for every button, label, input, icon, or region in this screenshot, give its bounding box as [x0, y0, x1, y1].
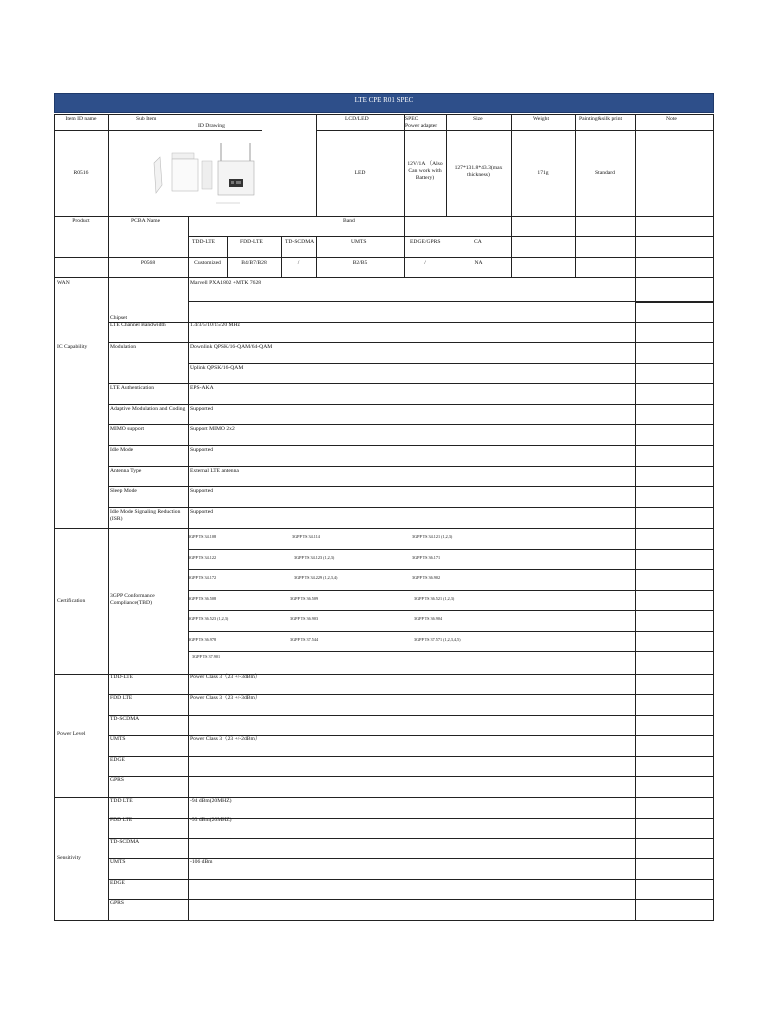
divider [108, 756, 714, 757]
divider [108, 486, 714, 487]
divider [54, 920, 714, 921]
band-umts-value: B2/B5 [352, 260, 368, 266]
power-row-name: TDD-LTE [110, 674, 134, 680]
divider [54, 114, 714, 115]
header-painting: Painting&silk print [579, 116, 623, 122]
divider [54, 277, 714, 278]
band-tdscdma-value: / [297, 260, 300, 266]
divider [635, 301, 714, 303]
sens-row-name: UMTS [110, 859, 126, 865]
divider [713, 114, 714, 921]
power-row-name: TD-SCDMA [110, 716, 140, 722]
power-row-value: Power Class 3（23 +/-3dBm） [190, 674, 261, 680]
band-fdd-value: B4/B7/B28 [241, 260, 267, 266]
divider [188, 549, 714, 550]
divider [108, 507, 714, 508]
header-sub-item: Sub Item [136, 116, 157, 122]
divider [108, 404, 714, 405]
wan-row-name: MIMO support [110, 426, 145, 432]
divider [54, 130, 262, 131]
wan-row-value: 1.4/3/5/10/15/20 MHz [190, 322, 241, 328]
divider [188, 590, 714, 591]
cert-standard: 3GPP TS 36.523 (1,2,3) [188, 616, 229, 621]
sens-row-value: -106 dBm [190, 859, 213, 865]
wan-row-value: Supported [190, 509, 213, 515]
header-spec: SPEC [405, 116, 419, 122]
router-drawing-icon [150, 135, 262, 213]
divider [54, 114, 55, 921]
cert-standard: 3GPP TS 34.229 (1,2,3,4) [294, 575, 338, 580]
band-ca: CA [474, 239, 482, 245]
sens-row-value: -94 dBm(20MHZ) [190, 798, 232, 804]
divider [108, 114, 109, 921]
divider [188, 631, 714, 632]
band-label: Band [343, 218, 355, 224]
divider [108, 715, 714, 716]
band-tdd-lte: TDD-LTE [192, 239, 216, 245]
cert-standard: 3GPP TS 37.544 [290, 637, 319, 642]
header-size: Size [473, 116, 483, 122]
divider [54, 257, 714, 258]
cert-standard: 3GPP TS 36.171 [412, 555, 441, 560]
sens-row-name: FDD LTE [110, 817, 133, 823]
spec-title: LTE CPE R01 SPEC [54, 93, 714, 113]
product-size: 127*131.8*43.3(max thickness) [454, 165, 503, 178]
cert-standard: 3GPP TS 34.108 [188, 534, 217, 539]
cert-standard: 3GPP TS 34.172 [188, 575, 217, 580]
divider [227, 236, 228, 277]
product-painting: Standard [595, 170, 615, 176]
divider [108, 342, 714, 343]
divider [54, 674, 714, 675]
band-ca-value: NA [474, 260, 483, 266]
divider [108, 424, 714, 425]
divider [188, 610, 714, 611]
spec-sheet [54, 93, 714, 921]
cert-standard: 3GPP TS 34.123 (1,2,3) [294, 555, 335, 560]
wan-row-name: Chipset [110, 315, 128, 321]
sens-row-name: EDGE [110, 880, 125, 886]
divider [54, 528, 714, 529]
header-id-drawing: ID Drawing [198, 123, 225, 129]
band-product-label: Product [72, 218, 90, 224]
product-lcd-led: LED [354, 170, 366, 176]
divider [188, 569, 714, 570]
cert-standard: 3GPP TS 36.521 (1,2,3) [414, 596, 455, 601]
wan-row-value: Supported [190, 447, 213, 453]
power-row-name: FDD LTE [110, 695, 133, 701]
cert-standard: 3GPP TS 34.114 [292, 534, 320, 539]
band-umts: UMTS [351, 239, 367, 245]
cert-standard: 3GPP TS 36.903 [290, 616, 319, 621]
header-power-adapter: Power adapter [405, 123, 438, 129]
cert-standard: 3GPP TS 36.978 [188, 637, 217, 642]
power-row-name: UMTS [110, 736, 126, 742]
wan-row-value: Supported [190, 406, 213, 412]
band-edge-value: / [424, 260, 426, 266]
header-lcd-led: LCD/LED [345, 116, 369, 122]
divider [316, 130, 714, 131]
product-power-adapter: 12V/1A （Also Can work with Battery) [407, 161, 443, 181]
divider [108, 879, 714, 880]
wan-row-name: Antenna Type [110, 468, 142, 474]
wan-label: WAN [57, 280, 70, 286]
divider [575, 114, 576, 277]
header-note: Note [666, 116, 677, 122]
divider [635, 114, 636, 921]
wan-row-value: Support MIMO 2x2 [190, 426, 235, 432]
divider [108, 383, 714, 384]
wan-row-value: Downlink QPSK/16-QAM/64-QAM [190, 344, 273, 350]
band-pcba-label: PCBA Name [131, 218, 161, 224]
wan-row-name: Modulation [110, 344, 137, 350]
power-row-value: Power Class 3（23 +/-3dBm） [190, 695, 261, 701]
divider [108, 899, 714, 900]
certification-label: Certification [57, 598, 86, 604]
wan-row-value: External LTE antenna [190, 468, 239, 474]
band-edge-gprs: EDGE/GPRS [410, 239, 441, 245]
cert-standard: 3GPP TS 36.904 [414, 616, 443, 621]
wan-row-value: Uplink QPSK/16-QAM [190, 365, 244, 371]
wan-row-name: Idle Mode [110, 447, 134, 453]
wan-row-value: Supported [190, 488, 213, 494]
sens-row-name: TD-SCDMA [110, 839, 140, 845]
power-row-value: Power Class 3（23 +/-2dBm） [190, 736, 261, 742]
divider [511, 114, 512, 277]
divider [316, 236, 317, 277]
cert-standard: 3GPP TS 36.508 [188, 596, 217, 601]
product-item-id: R0516 [73, 170, 89, 176]
header-weight: Weight [533, 116, 550, 122]
divider [108, 466, 714, 467]
divider [108, 838, 714, 839]
wan-row-name: LTE Authentication [110, 385, 155, 391]
divider [108, 776, 714, 777]
wan-row-name: Adaptive Modulation and Coding [110, 406, 186, 412]
wan-row-name: Sleep Mode [110, 488, 137, 494]
sens-row-value: -93 dBm(20MHZ) [190, 817, 232, 823]
certification-sub: 3GPP Conformance Compliance(TBD) [110, 593, 155, 606]
divider [281, 236, 282, 277]
header-item-id: Item ID name [65, 116, 97, 122]
cert-standard: 3GPP TS 36.509 [290, 596, 319, 601]
power-row-name: GPRS [110, 777, 124, 783]
divider [188, 363, 714, 364]
chipset-value: Marvell PXA1802 +MTK 7628 [190, 280, 262, 286]
band-tdd-value: Customized [194, 260, 221, 266]
cert-standard: 3GPP TS 34.122 [188, 555, 217, 560]
sensitivity-label: Sensitivity [57, 855, 81, 861]
cert-standard: 3GPP TS 34.121 (1,2,3) [412, 534, 453, 539]
cert-standard: 3GPP TS 37.901 [192, 654, 221, 659]
wan-row-name: LTE Channel Bandwidth [110, 322, 166, 328]
band-pcba-value: P0568 [140, 260, 156, 266]
band-td-scdma: TD-SCDMA [285, 239, 315, 245]
power-row-name: EDGE [110, 757, 125, 763]
product-weight: 171g [537, 170, 549, 176]
band-fdd-lte: FDD-LTE [240, 239, 263, 245]
divider [54, 216, 714, 217]
cert-standard: 3GPP TS 37.571 (1,2,3,4,5) [414, 637, 461, 642]
cert-standard: 3GPP TS 36.902 [412, 575, 441, 580]
power-level-label: Power Level [57, 731, 86, 737]
wan-row-value: EPS-AKA [190, 385, 214, 391]
sens-row-name: TDD LTE [110, 798, 133, 804]
product-drawing [150, 135, 262, 213]
divider [54, 797, 714, 798]
divider [404, 114, 405, 277]
divider [316, 114, 317, 216]
divider [108, 445, 714, 446]
ic-capability-label: IC Capability [57, 344, 88, 350]
sens-row-name: GPRS [110, 900, 124, 906]
wan-row-name: Idle Mode Signaling Reduction (ISR) [110, 509, 181, 522]
divider [188, 651, 714, 652]
